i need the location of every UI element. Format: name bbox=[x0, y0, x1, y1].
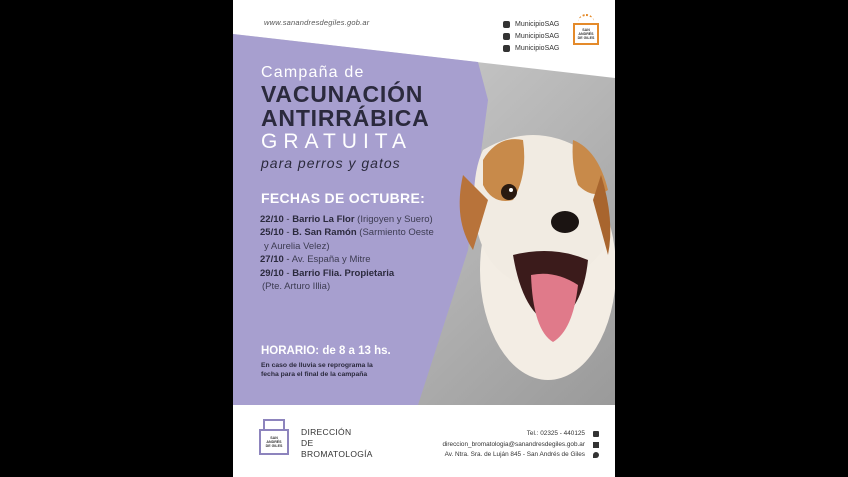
schedule-detail: (Irigoyen y Suero) bbox=[357, 214, 433, 225]
department-line-3: BROMATOLOGÍA bbox=[301, 449, 373, 459]
phone-icon bbox=[593, 431, 599, 437]
footer-logo bbox=[257, 417, 291, 465]
schedule-place: Barrio Flia. Propietaria bbox=[292, 267, 395, 279]
schedule-date: 22/10 bbox=[260, 214, 284, 225]
schedule-place: B. San Ramón bbox=[292, 227, 357, 239]
facebook-icon bbox=[503, 33, 510, 40]
instagram-icon bbox=[503, 21, 510, 28]
schedule-item bbox=[260, 253, 434, 266]
schedule-date: 25/10 bbox=[260, 227, 284, 239]
schedule-date: 29/10 bbox=[260, 267, 284, 279]
facebook-handle: MunicipioSAG bbox=[515, 32, 560, 40]
schedule-item bbox=[260, 226, 434, 253]
social-instagram[interactable] bbox=[503, 18, 559, 30]
municipality-logo bbox=[570, 13, 602, 51]
address-text: Av. Ntra. Sra. de Luján 845 - San Andrés de Giles bbox=[444, 451, 585, 458]
social-twitter[interactable] bbox=[503, 42, 559, 54]
schedule-list bbox=[260, 213, 434, 293]
headline-line-1: Campaña de bbox=[261, 64, 365, 81]
separator: - bbox=[286, 254, 292, 266]
social-links bbox=[503, 18, 559, 54]
logo-text-2: ANDRÉS bbox=[578, 32, 594, 36]
schedule-item bbox=[260, 267, 434, 294]
schedule-detail-cont: (Pte. Arturo Illia) bbox=[262, 281, 331, 293]
contact-email[interactable] bbox=[442, 440, 599, 451]
twitter-icon bbox=[503, 45, 510, 52]
department-name bbox=[301, 427, 373, 460]
logo-frame bbox=[573, 23, 599, 45]
social-facebook[interactable] bbox=[503, 30, 559, 42]
footer bbox=[233, 405, 615, 477]
campaign-headline bbox=[261, 64, 430, 172]
separator: - bbox=[286, 267, 293, 279]
mail-icon bbox=[593, 442, 599, 448]
department-line-1: DIRECCIÓN bbox=[301, 427, 352, 437]
hours-label: HORARIO: de 8 a 13 hs. bbox=[261, 345, 391, 357]
schedule-detail: Av. España y Mitre bbox=[291, 254, 371, 266]
dog-photo bbox=[413, 80, 615, 400]
footer-logo-text-2: ANDRÉS bbox=[266, 440, 282, 444]
department-line-2: DE bbox=[301, 438, 314, 448]
campaign-poster bbox=[233, 0, 615, 477]
building-icon bbox=[263, 419, 285, 429]
headline-line-2: VACUNACIÓN bbox=[261, 81, 424, 107]
separator: - bbox=[286, 227, 293, 239]
schedule-item bbox=[260, 213, 434, 226]
footer-logo-text-1: SAN bbox=[270, 436, 278, 440]
schedule-detail: (Sarmiento Oeste bbox=[359, 227, 434, 239]
schedule-date: 27/10 bbox=[260, 254, 284, 266]
phone-text: Tel.: 02325 - 440125 bbox=[526, 430, 585, 437]
schedule-detail-cont: y Aurelia Velez) bbox=[264, 240, 330, 252]
instagram-handle: MunicipioSAG bbox=[515, 20, 560, 28]
headline-line-5: para perros y gatos bbox=[261, 155, 401, 171]
rain-note: En caso de lluvia se reprograma la fecha para el final de la campaña bbox=[261, 362, 373, 378]
headline-line-3: ANTIRRÁBICA bbox=[261, 105, 430, 131]
schedule-place: Barrio La Flor bbox=[292, 214, 355, 225]
separator: - bbox=[286, 214, 293, 225]
schedule-title: FECHAS DE OCTUBRE: bbox=[261, 190, 426, 206]
twitter-handle: MunicipioSAG bbox=[515, 44, 560, 52]
headline-line-4: GRATUITA bbox=[261, 130, 413, 153]
contact-address[interactable] bbox=[442, 450, 599, 461]
footer-logo-frame bbox=[259, 429, 289, 455]
logo-text-1: SAN bbox=[582, 28, 590, 32]
email-text: direccion_bromatologia@sanandresdegiles.gob.ar bbox=[442, 440, 585, 448]
logo-text-3: DE GILES bbox=[577, 36, 595, 40]
location-pin-icon bbox=[593, 452, 599, 458]
contact-info bbox=[442, 429, 599, 461]
website-url[interactable]: www.sanandresdegiles.gob.ar bbox=[264, 18, 370, 27]
footer-logo-text-3: DE GILES bbox=[265, 444, 283, 448]
contact-phone[interactable] bbox=[442, 429, 599, 440]
